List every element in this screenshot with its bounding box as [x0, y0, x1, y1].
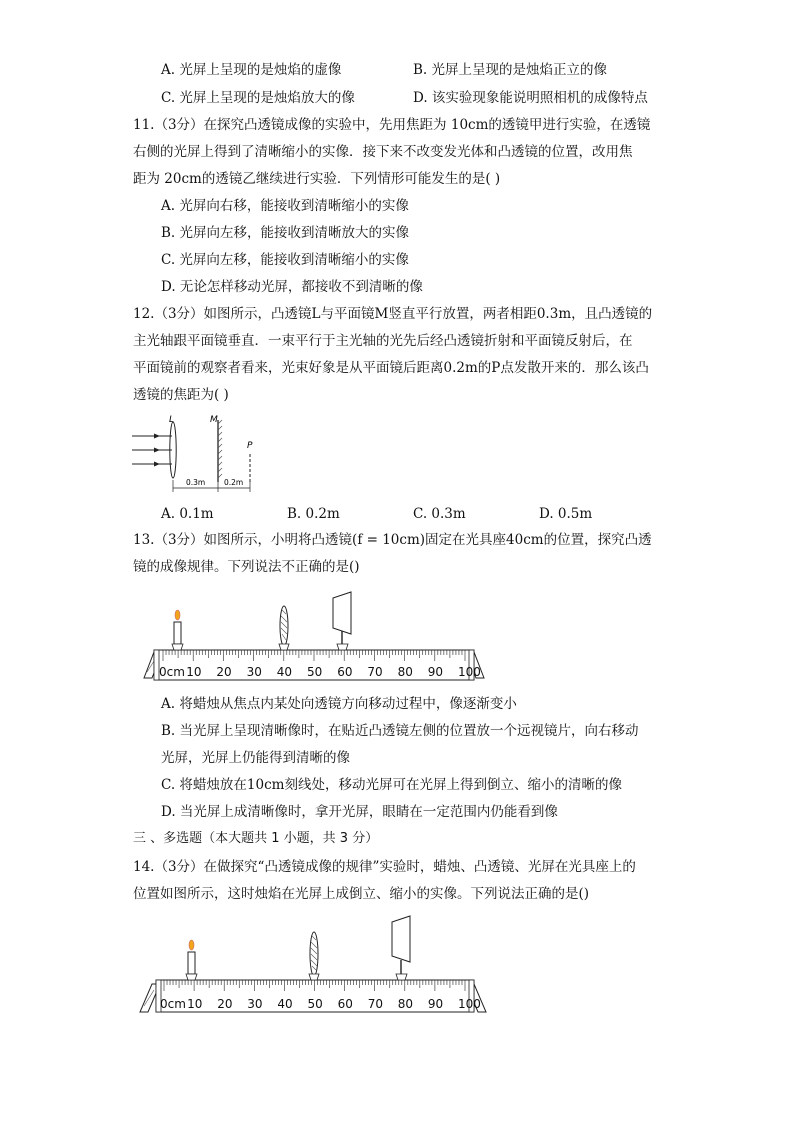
bench-scale-label: 30: [246, 665, 262, 679]
bench-scale-label: 90: [427, 997, 444, 1011]
mirror-label: M: [210, 415, 218, 425]
distance-label-lens-mirror: 0.3m: [186, 478, 206, 487]
q13-stem-line-2: 镜的成像规律。下列说法不正确的是(): [133, 559, 360, 575]
light-screen: [333, 592, 351, 634]
q13-option-b-cont: 光屏，光屏上仍能得到清晰的像: [161, 750, 350, 766]
q13-option-b: B. 当光屏上呈现清晰像时，在贴近凸透镜左侧的位置放一个远视镜片，向右移动: [161, 723, 639, 739]
bench-scale-label: 20: [217, 997, 233, 1011]
q11-stem-line-1: 11.（3分）在探究凸透镜成像的实验中，先用焦距为 10cm的透镜甲进行实验，在透镜: [133, 117, 651, 133]
bench-scale-label: 40: [276, 665, 293, 679]
q13-option-d: D. 当光屏上成清晰像时，拿开光屏，眼睛在一定范围内仍能看到像: [161, 804, 558, 820]
q10-option-c: C. 光屏上呈现的是烛焰放大的像: [161, 90, 355, 106]
distance-label-mirror-p: 0.2m: [224, 478, 244, 487]
q12-option-c: C. 0.3m: [413, 506, 466, 522]
q12-option-b: B. 0.2m: [287, 506, 340, 522]
q12-stem-line-3: 平面镜前的观察者看来，光束好象是从平面镜后距离0.2m的P点发散开来的．那么该凸: [133, 360, 649, 376]
q12-option-d: D. 0.5m: [539, 506, 593, 522]
q12-stem-line-4: 透镜的焦距为( ): [133, 387, 229, 403]
bench-scale-label: 10: [187, 997, 203, 1011]
bench-scale-label: 20: [216, 665, 232, 679]
bench-scale-label: 90: [427, 665, 444, 679]
q11-option-b: B. 光屏向左移，能接收到清晰放大的实像: [161, 225, 410, 241]
q10-option-d: D. 该实验现象能说明照相机的成像特点: [413, 90, 648, 106]
q13-option-a: A. 将蜡烛从焦点内某处向透镜方向移动过程中，像逐渐变小: [161, 696, 517, 712]
bench-scale-label: 60: [337, 997, 353, 1011]
bench-scale-label: 80: [397, 665, 413, 679]
q12-stem-line-2: 主光轴跟平面镜垂直．一束平行于主光轴的光先后经凸透镜折射和平面镜反射后，在: [133, 333, 633, 349]
q14-stem-line-2: 位置如图所示，这时烛焰在光屏上成倒立、缩小的实像。下列说法正确的是(): [133, 886, 590, 902]
q10-option-b: B. 光屏上呈现的是烛焰正立的像: [413, 62, 608, 78]
bench-scale-label: 70: [367, 665, 383, 679]
bench-scale-label: 100: [458, 665, 481, 679]
candle-flame-icon: [189, 940, 194, 950]
q11-option-a: A. 光屏向右移，能接收到清晰缩小的实像: [161, 198, 409, 214]
candle: [188, 952, 195, 974]
q10-option-a: A. 光屏上呈现的是烛焰的虚像: [161, 62, 342, 78]
q13-option-c: C. 将蜡烛放在10cm刻线处，移动光屏可在光屏上得到倒立、缩小的清晰的像: [161, 777, 622, 793]
light-screen: [392, 916, 410, 962]
q13-stem-line-1: 13.（3分）如图所示，小明将凸透镜(f = 10cm)固定在光具座40cm的位置，探究凸透: [133, 532, 652, 548]
bench-scale-label: 50: [307, 665, 323, 679]
q12-stem-line-1: 12.（3分）如图所示，凸透镜L与平面镜M竖直平行放置，两者相距0.3m，且凸透镜的: [133, 306, 653, 322]
optical-bench-q14: [136, 914, 492, 1018]
bench-scale-label: 0cm: [160, 997, 186, 1011]
bench-scale-label: 80: [397, 997, 414, 1011]
q12-option-a: A. 0.1m: [161, 506, 214, 522]
bench-scale-label: 50: [307, 997, 323, 1011]
q11-option-d: D. 无论怎样移动光屏，都接收不到清晰的像: [161, 279, 423, 295]
bench-scale-label: 100: [458, 997, 481, 1011]
q14-stem-line-1: 14.（3分）在做探究“凸透镜成像的规律”实验时，蜡烛、凸透镜、光屏在光具座上的: [133, 859, 636, 875]
optical-bench-q13: [136, 586, 492, 686]
q11-option-c: C. 光屏向左移，能接收到清晰缩小的实像: [161, 252, 409, 268]
bench-scale-label: 30: [247, 997, 263, 1011]
section-heading: 三 、多选题（本大题共 1 小题，共 3 分）: [133, 831, 379, 846]
bench-scale-label: 70: [367, 997, 383, 1011]
candle: [174, 622, 181, 644]
q11-stem-line-2: 右侧的光屏上得到了清晰缩小的实像．接下来不改变发光体和凸透镜的位置，改用焦: [133, 144, 633, 160]
lens-mirror-diagram: [130, 410, 270, 496]
bench-scale-label: 0cm: [159, 665, 185, 679]
bench-scale-label: 40: [277, 997, 293, 1011]
q11-stem-line-3: 距为 20cm的透镜乙继续进行实验．下列情形可能发生的是( ): [133, 171, 501, 187]
lens-label: L: [169, 415, 175, 425]
bench-scale-label: 60: [337, 665, 353, 679]
candle-flame-icon: [175, 610, 180, 620]
bench-scale-label: 10: [186, 665, 202, 679]
point-p-label: P: [247, 441, 253, 451]
